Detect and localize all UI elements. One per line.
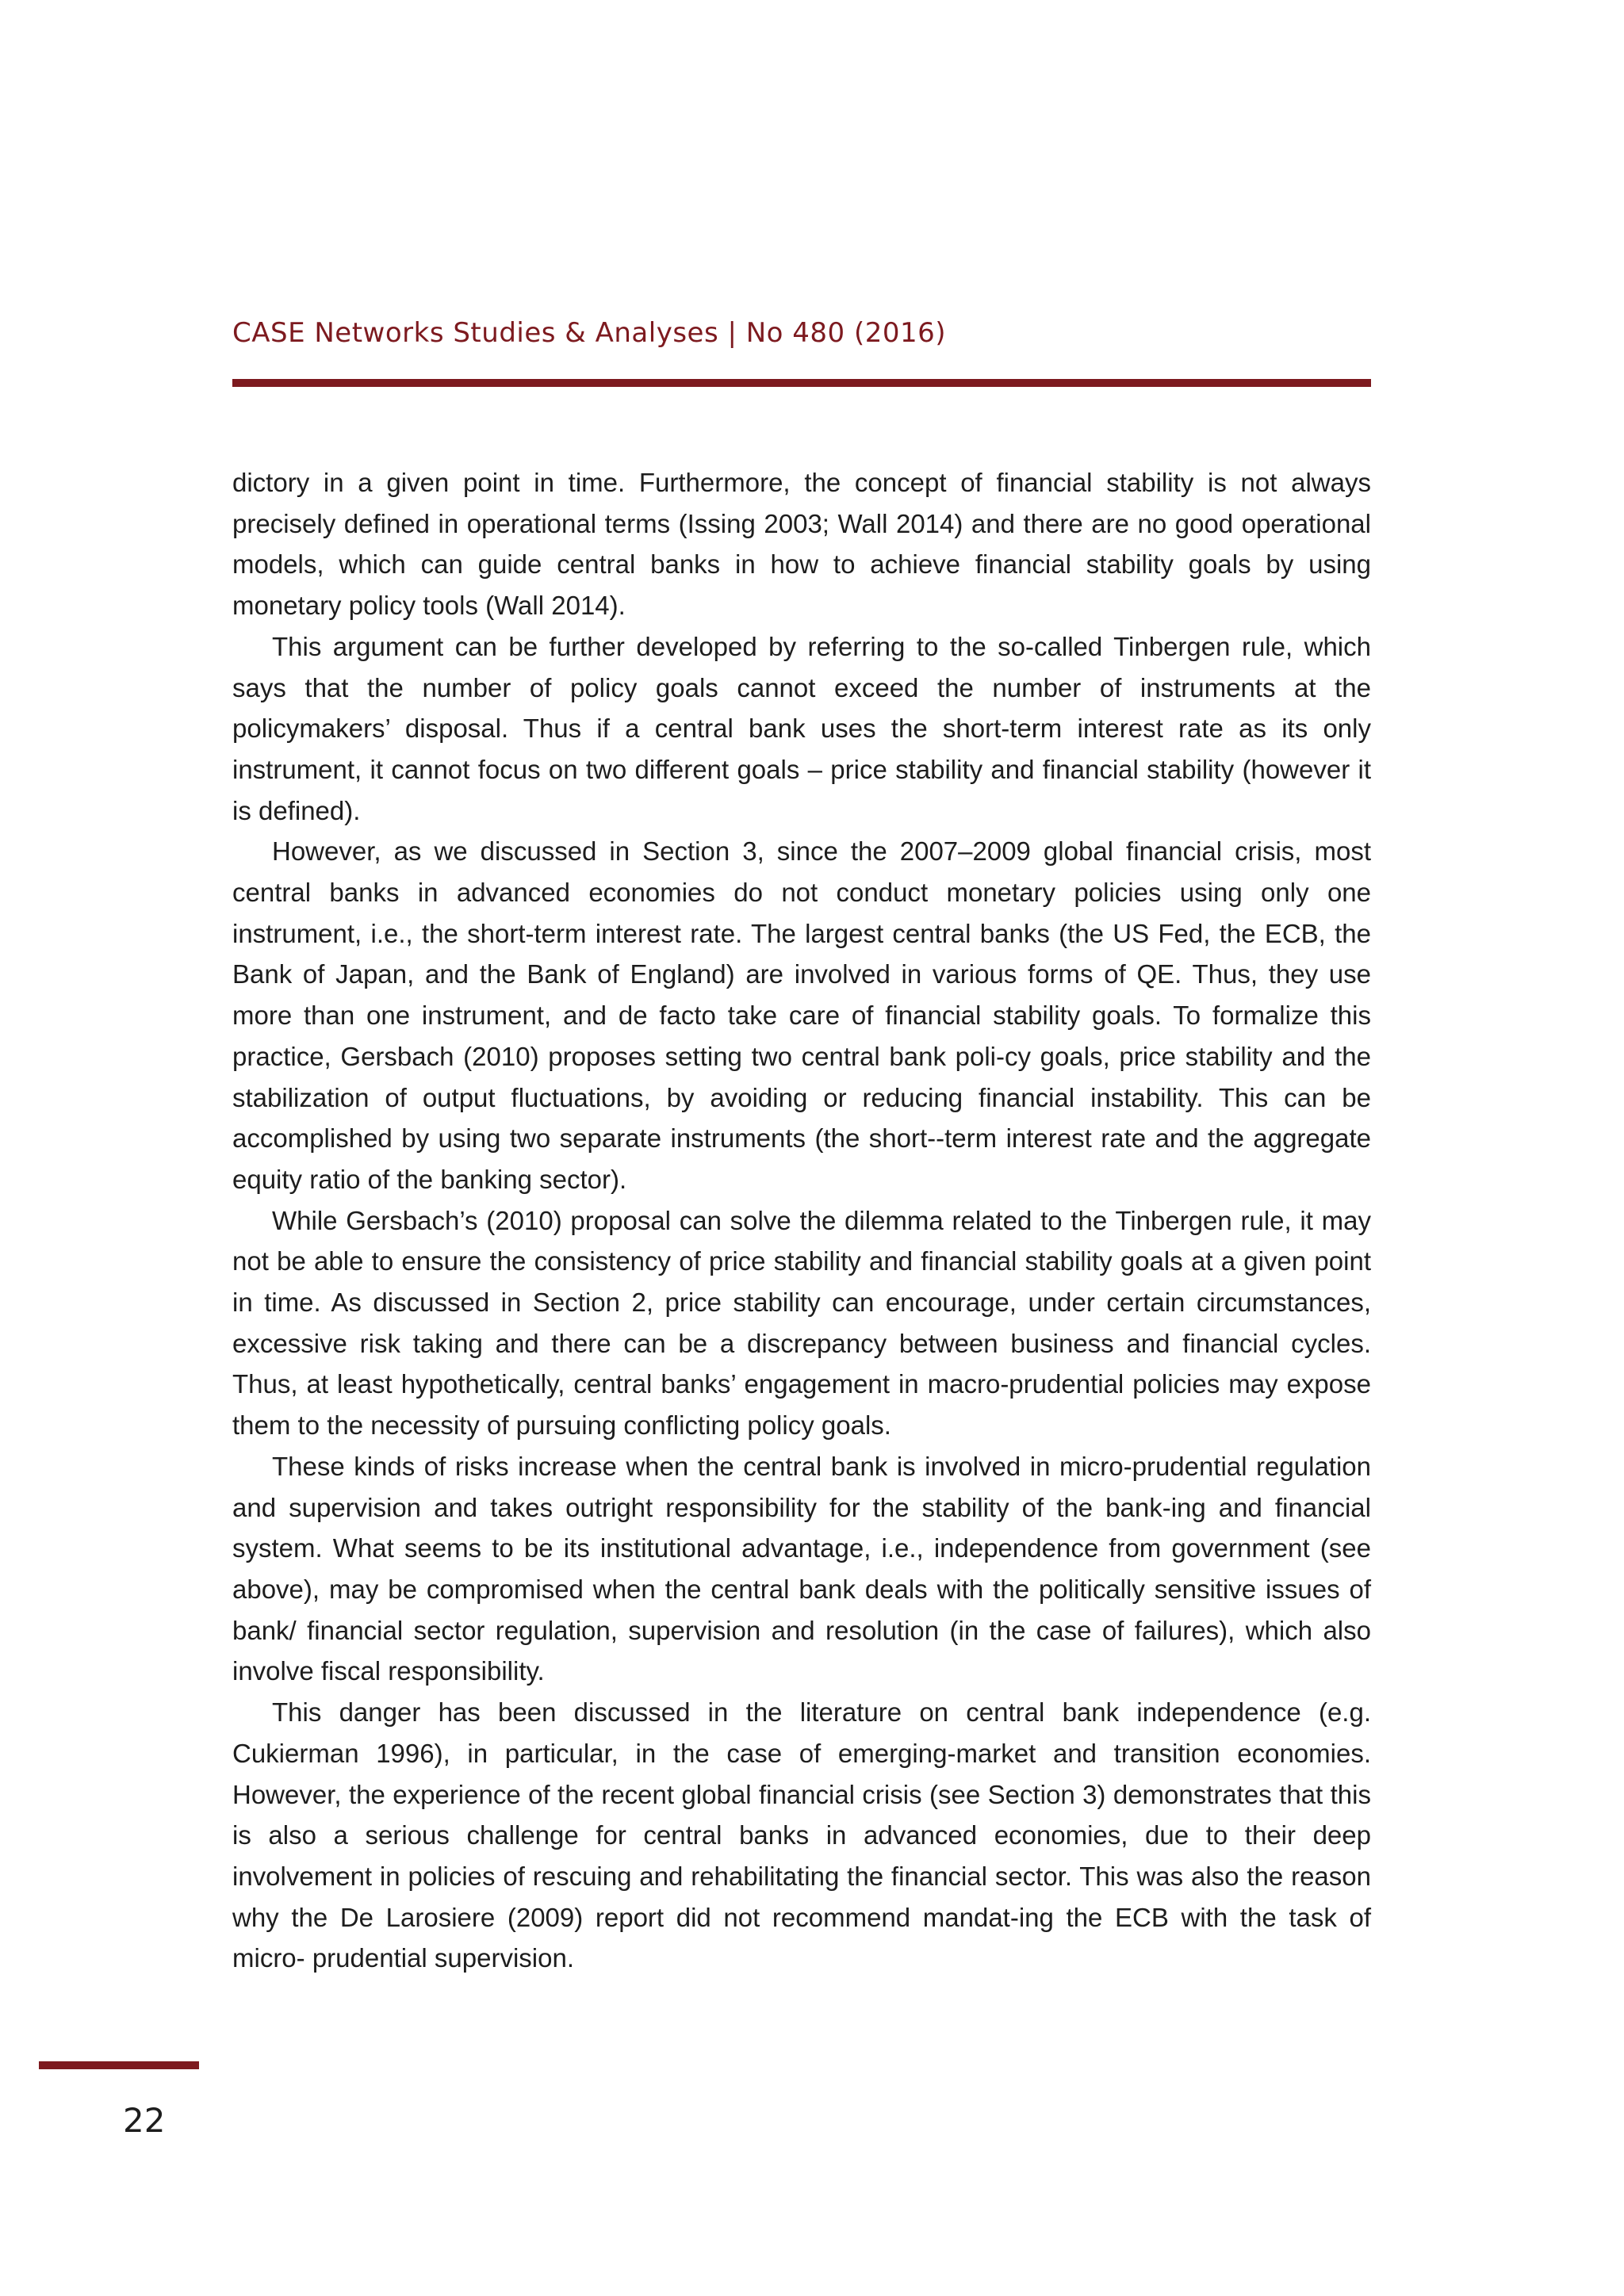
body-text — [232, 462, 1371, 1979]
page-number: 22 — [123, 2101, 166, 2140]
header-rule — [232, 379, 1371, 387]
paragraph-2: This argument can be further developed by referring to the so-called Tinbergen rule, which says that the number of policy goals cannot exceed the number of instruments at the policymakers’ disposal. Thus if a central bank uses the short-term interest rate as its only instrument, it cannot focus on two different goals – price stability and financial stability (however it is defined). — [232, 631, 1371, 825]
running-header: CASE Networks Studies & Analyses | No 480 (2016) — [232, 317, 947, 349]
paragraph-4: While Gersbach’s (2010) proposal can solve the dilemma related to the Tinbergen rule, it may not be able to ensure the consistency of price stability and financial stability goals at a given point in time. As discussed in Section 2, price stability can encourage, under certain circumstances, excessive risk taking and there can be a discrepancy between business and financial cycles. Thus, at least hypothetically, central banks’ engagement in macro-prudential policies may expose them to the necessity of pursuing conflicting policy goals. — [232, 1205, 1371, 1441]
paragraph-1: dictory in a given point in time. Furthermore, the concept of financial stability is not always precisely defined in operational terms (Issing 2003; Wall 2014) and there are no good operational models, which can guide central banks in how to achieve financial stability goals by using monetary policy tools (Wall 2014). — [232, 468, 1371, 621]
footer-rule — [39, 2061, 199, 2069]
paragraph-5: These kinds of risks increase when the central bank is involved in micro-prudential regulation and supervision and takes outright responsibility for the stability of the bank-ing and financial system. What seems to be its institutional advantage, i.e., independence from government (see above), may be compromised when the central bank deals with the politically sensitive issues of bank/ financial sector regulation, supervision and resolution (in the case of failures), which also involve fiscal responsibility. — [232, 1451, 1371, 1686]
paragraph-3: However, as we discussed in Section 3, since the 2007–2009 global financial crisis, most central banks in advanced economies do not conduct monetary policies using only one instrument, i.e., the short-term interest rate. The largest central banks (the US Fed, the ECB, the Bank of Japan, and the Bank of England) are involved in various forms of QE. Thus, they use more than one instrument, and de facto take care of financial stability goals. To formalize this practice, Gersbach (2010) proposes setting two central bank poli-cy goals, price stability and the stabilization of output fluctuations, by avoiding or reducing financial instability. This can be accomplished by using two separate instruments (the short--term interest rate and the aggregate equity ratio of the banking sector). — [232, 836, 1371, 1194]
paragraph-6: This danger has been discussed in the literature on central bank independence (e.g. Cukierman 1996), in particular, in the case of emerging-market and transition economies. However, the experience of the recent global financial crisis (see Section 3) demonstrates that this is also a serious challenge for central banks in advanced economies, due to their deep involvement in policies of rescuing and rehabilitating the financial sector. This was also the reason why the De Larosiere (2009) report did not recommend mandat-ing the ECB with the task of micro- prudential supervision. — [232, 1697, 1371, 1973]
